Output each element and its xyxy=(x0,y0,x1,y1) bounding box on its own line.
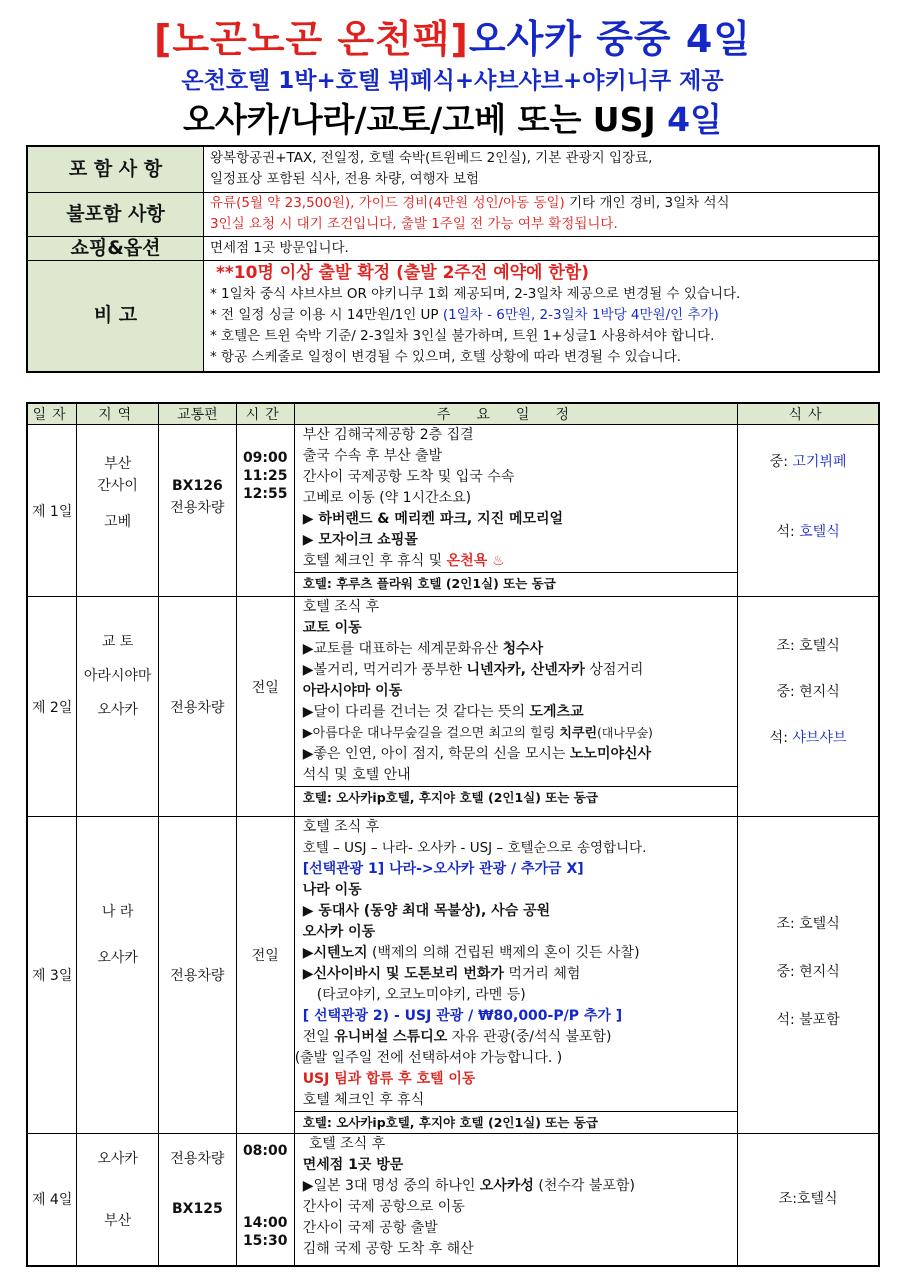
region: 나 라 xyxy=(101,904,134,920)
plan-cell xyxy=(294,817,737,1134)
region-cell xyxy=(77,597,159,817)
excluded-text xyxy=(204,192,880,236)
plan-line: 석식 및 호텔 안내 xyxy=(302,767,411,783)
meal: 중: 현지식 xyxy=(776,684,840,700)
remarks-1: * 1일차 중식 샤브샤브 OR 야키니쿠 1회 제공되며, 2-3일차 제공으로 변경될 수 있습니다. xyxy=(210,286,741,303)
included-label: 포 함 사 항 xyxy=(27,146,204,192)
subtitle: 온천호텔 1박+호텔 뷔페식+샤브샤브+야키니쿠 제공 xyxy=(181,68,724,94)
region: 부산 xyxy=(104,456,132,472)
time: 09:00 xyxy=(242,450,288,466)
header-time: 시간 xyxy=(236,403,294,425)
time-cell xyxy=(236,1134,294,1266)
region: 아라시야마 xyxy=(83,668,152,684)
title-red: [노곤노곤 온천팩] xyxy=(153,17,469,61)
region-cell xyxy=(77,1134,159,1266)
time-cell xyxy=(236,425,294,597)
meal: 조: 호텔식 xyxy=(776,638,840,654)
time: 15:30 xyxy=(242,1233,288,1249)
included-line-1: 왕복항공권+TAX, 전일정, 호텔 숙박(트윈베드 2인실), 기본 관광지 입장료, xyxy=(210,150,653,167)
plan-line: 호텔 체크인 후 휴식 및 온천욕 ♨ xyxy=(302,553,505,569)
transport: 전용차량 xyxy=(170,1151,225,1167)
day-row xyxy=(27,597,879,817)
time: 전일 xyxy=(251,948,279,964)
excluded-red-1: 유류(5월 약 23,500원), 가이드 경비(4만원 성인/아동 동일) xyxy=(210,195,565,211)
remarks-label: 비 고 xyxy=(27,260,204,372)
excluded-label: 불포함 사항 xyxy=(27,192,204,236)
plan-line: 호텔 – USJ – 나라- 오사카 - USJ – 호텔순으로 송영합니다. xyxy=(302,840,647,856)
day-row xyxy=(27,1134,879,1266)
plan-line: ▶시텐노지 (백제의 의해 건립된 백제의 혼이 깃든 사찰) xyxy=(302,945,640,961)
meal: 중: 고기뷔페 xyxy=(769,454,847,470)
hotel-line: 호텔: 후루츠 플라워 호텔 (2인1실) 또는 동급 xyxy=(295,572,737,594)
plan-line: 고베로 이동 (약 1시간소요) xyxy=(302,490,472,506)
plan-line: ▶교토를 대표하는 세계문화유산 청수사 xyxy=(302,641,544,657)
main-title xyxy=(0,8,905,63)
remarks-4: * 항공 스케줄로 일정이 변경될 수 있으며, 호텔 상황에 따라 변경될 수 있습니다. xyxy=(210,349,682,366)
remarks-text xyxy=(204,260,880,372)
plan-line: [선택관광 1] 나라->오사카 관광 / 추가금 X] xyxy=(302,861,584,877)
plan-cell xyxy=(294,425,737,597)
day-row xyxy=(27,425,879,597)
plan-line: 호텔 조식 후 xyxy=(302,599,380,615)
time: 14:00 xyxy=(242,1215,288,1231)
plan-line: ▶일본 3대 명성 중의 하나인 오사카성 (천수각 불포함) xyxy=(302,1178,635,1194)
plan-line: 나라 이동 xyxy=(302,882,362,898)
included-text xyxy=(204,146,880,192)
plan-line: USJ 팀과 합류 후 호텔 이동 xyxy=(302,1071,476,1087)
plan-line: 면세점 1곳 방문 xyxy=(302,1157,404,1173)
region: 오사카 xyxy=(97,702,138,718)
remarks-headline: **10명 이상 출발 확정 (출발 2주전 예약에 한함) xyxy=(216,263,589,284)
transport: BX126 xyxy=(172,478,223,494)
time: 11:25 xyxy=(242,468,288,484)
header-transport: 교통편 xyxy=(158,403,236,425)
transport: 전용차량 xyxy=(170,699,225,716)
time: 전일 xyxy=(251,680,279,696)
remarks-2 xyxy=(210,305,872,326)
plan-line: 오사카 이동 xyxy=(302,924,376,940)
meal: 석: 호텔식 xyxy=(776,524,840,540)
region-cell xyxy=(77,425,159,597)
remarks-2-blue: (1일차 - 6만원, 2-3일차 1박당 4만원/인 추가) xyxy=(442,307,719,324)
region: 간사이 xyxy=(97,478,138,494)
transport-cell xyxy=(158,1134,236,1266)
plan-line: 간사이 국제 공항으로 이동 xyxy=(302,1199,465,1215)
transport-cell xyxy=(158,425,236,597)
hotel-line: 호텔: 오사카ip호텔, 후지야 호텔 (2인1실) 또는 동급 xyxy=(295,786,737,808)
meal-cell xyxy=(738,425,879,597)
route-title xyxy=(0,94,905,141)
plan-line: 교토 이동 xyxy=(302,620,362,636)
plan-line: 출국 수속 후 부산 출발 xyxy=(302,448,443,464)
plan-line: ▶좋은 인연, 아이 점지, 학문의 신을 모시는 노노미야신사 xyxy=(302,746,652,762)
schedule-table xyxy=(26,402,880,1267)
meal: 석: 샤브샤브 xyxy=(769,730,847,746)
included-line-2: 일정표상 포함된 식사, 전용 차량, 여행자 보험 xyxy=(210,171,480,188)
shopping-text: 면세점 1곳 방문입니다. xyxy=(204,236,880,260)
region: 부산 xyxy=(104,1213,132,1229)
plan-line: 아라시야마 이동 xyxy=(302,683,403,699)
header-meal: 식사 xyxy=(738,403,879,425)
meal-cell xyxy=(738,1134,879,1266)
header-plan: 주요일정 xyxy=(294,403,737,425)
plan-line: 전일 유니버설 스튜디오 자유 관광(중/석식 불포함) xyxy=(302,1029,612,1045)
plan-line: ▶ 동대사 (동양 최대 목불상), 사슴 공원 xyxy=(302,903,551,919)
header-day: 일자 xyxy=(27,403,77,425)
route-days: 4일 xyxy=(667,100,722,139)
hotel-line: 호텔: 오사카ip호텔, 후지야 호텔 (2인1실) 또는 동급 xyxy=(295,1111,737,1133)
day-label: 제 2일 xyxy=(27,597,77,817)
plan-line: ▶볼거리, 먹거리가 풍부한 니넨자카, 산넨자카 상점거리 xyxy=(302,662,644,678)
plan-line: ▶달이 다리를 건너는 것 같다는 뜻의 도게츠교 xyxy=(302,704,584,720)
excluded-black-1: 기타 개인 경비, 3일차 석식 xyxy=(564,195,730,211)
meal: 중: 현지식 xyxy=(776,964,840,980)
meal-cell xyxy=(738,597,879,817)
day-row xyxy=(27,817,879,1134)
plan-line: ▶ 모자이크 쇼핑몰 xyxy=(302,532,418,548)
plan-line: 호텔 조식 후 xyxy=(308,1136,386,1152)
meal-cell xyxy=(738,817,879,1134)
region-cell xyxy=(77,817,159,1134)
meal: 석: 불포함 xyxy=(776,1012,840,1028)
info-table xyxy=(26,145,880,373)
time: 08:00 xyxy=(242,1143,288,1159)
plan-line: (타코야키, 오코노미야키, 라멘 등) xyxy=(316,987,526,1003)
time-cell xyxy=(236,817,294,1134)
remarks-2-black: * 전 일정 싱글 이용 시 14만원/1인 UP xyxy=(210,307,443,324)
plan-line: [ 선택관광 2) - USJ 관광 / ₩80,000-P/P 추가 ] xyxy=(302,1008,623,1024)
meal: 조: 호텔식 xyxy=(776,916,840,932)
plan-line: ▶ 하버랜드 & 메리켄 파크, 지진 메모리얼 xyxy=(302,511,564,527)
region: 고베 xyxy=(104,514,132,530)
route-black: 오사카/나라/교토/고베 또는 USJ xyxy=(183,100,668,139)
plan-line: 부산 김해국제공항 2층 집결 xyxy=(302,427,474,443)
plan-line: ▶신사이바시 및 도톤보리 번화가 먹거리 체험 xyxy=(302,966,581,982)
plan-line: ▶아름다운 대나무숲길을 걸으면 최고의 힐링 치쿠린(대나무숲) xyxy=(302,726,653,741)
region: 오사카 xyxy=(97,950,138,966)
time: 12:55 xyxy=(242,486,288,502)
header-region: 지역 xyxy=(77,403,159,425)
region: 교 토 xyxy=(101,634,134,650)
meal: 조:호텔식 xyxy=(778,1191,838,1208)
plan-cell xyxy=(294,597,737,817)
time-cell xyxy=(236,597,294,817)
plan-line: 호텔 조식 후 xyxy=(302,819,380,835)
excluded-red-2: 3인실 요청 시 대기 조건입니다, 출발 1주일 전 가능 여부 확정됩니다. xyxy=(210,216,618,232)
schedule-header-row xyxy=(27,403,879,425)
plan-line: (출발 일주일 전에 선택하셔야 가능합니다. ) xyxy=(294,1050,563,1066)
region: 오사카 xyxy=(97,1151,138,1167)
transport: BX125 xyxy=(172,1201,223,1217)
transport-cell xyxy=(158,597,236,817)
day-label: 제 1일 xyxy=(27,425,77,597)
onsen-highlight: 온천욕 ♨ xyxy=(446,553,505,569)
transport: 전용차량 xyxy=(170,500,225,516)
plan-line: 호텔 체크인 후 휴식 xyxy=(302,1092,425,1108)
plan-line: 김해 국제 공항 도착 후 해산 xyxy=(302,1241,474,1257)
shopping-label: 쇼핑&옵션 xyxy=(27,236,204,260)
day-label: 제 4일 xyxy=(27,1134,77,1266)
day-label: 제 3일 xyxy=(27,817,77,1134)
title-blue: 오사카 중중 4일 xyxy=(468,17,752,61)
plan-line: 간사이 국제 공항 출발 xyxy=(302,1220,438,1236)
plan-line: 간사이 국제공항 도착 및 입국 수속 xyxy=(302,469,515,485)
plan-cell xyxy=(294,1134,737,1266)
remarks-3: * 호텔은 트윈 숙박 기준/ 2-3일차 3인실 불가하며, 트윈 1+싱글1 사용하셔야 합니다. xyxy=(210,328,715,345)
transport: 전용차량 xyxy=(170,968,225,984)
transport-cell xyxy=(158,817,236,1134)
